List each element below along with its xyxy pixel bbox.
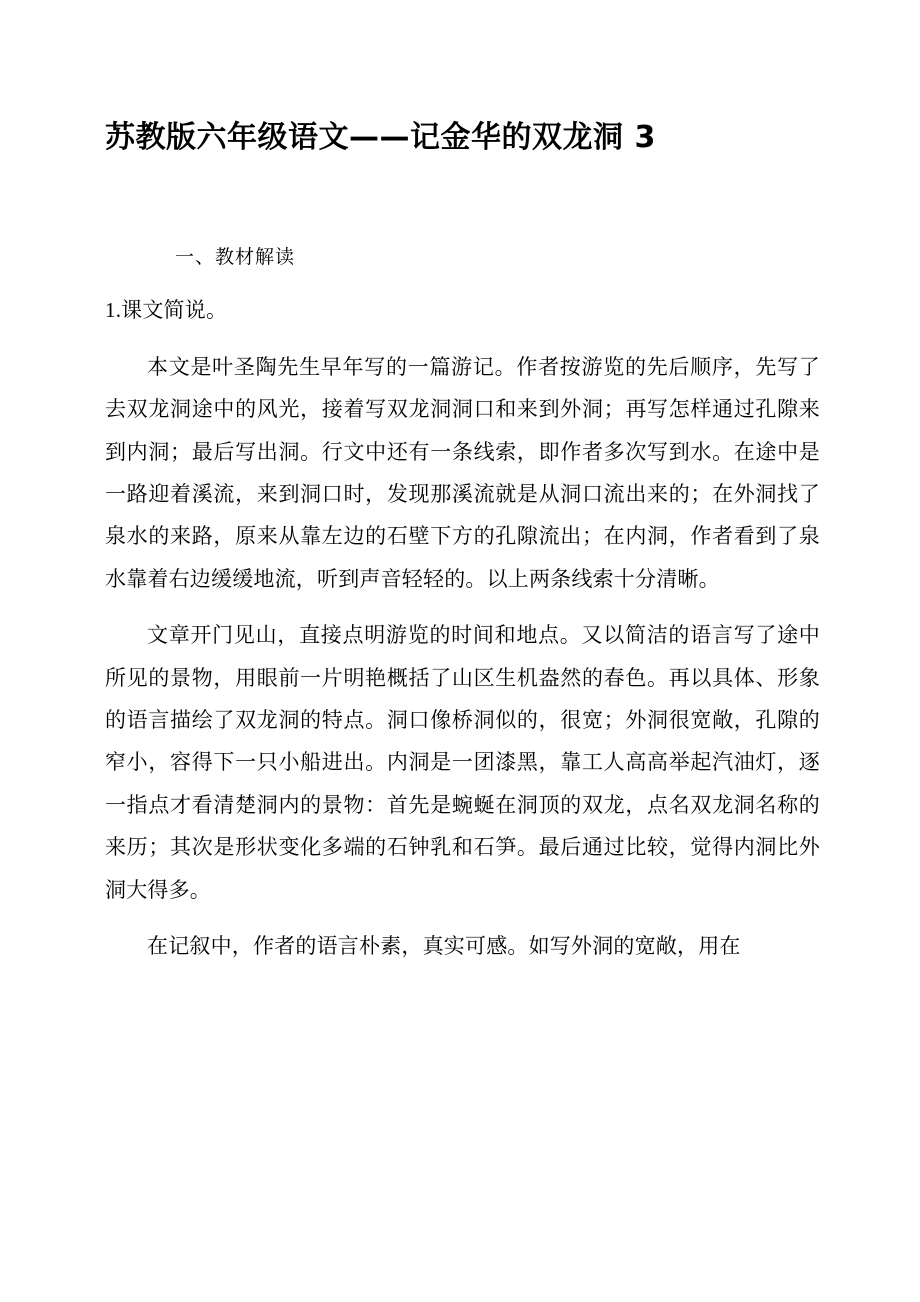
paragraph-2: 文章开门见山，直接点明游览的时间和地点。又以简洁的语言写了途中所见的景物，用眼前一片明艳概括了山区生机盎然的春色。再以具体、形象的语言描绘了双龙洞的特点。洞口像桥洞似的，很宽；外洞很宽敞，孔隙的窄小，容得下一只小船进出。内洞是一团漆黑，靠工人高高举起汽油灯，逐一指点才看清楚洞内的景物：首先是蜿蜒在洞顶的双龙，点名双龙洞名称的来历；其次是形状变化多端的石钟乳和石笋。最后通过比较，觉得内洞比外洞大得多。: [105, 623, 820, 902]
paragraph-3: 在记叙中，作者的语言朴素，真实可感。如写外洞的宽敞，用在: [147, 934, 741, 959]
paragraph-1: 本文是叶圣陶先生早年写的一篇游记。作者按游览的先后顺序，先写了去双龙洞途中的风光，接着写双龙洞洞口和来到外洞；再写怎样通过孔隙来到内洞；最后写出洞。行文中还有一条线索，即作者多次写到水。在途中是一路迎着溪流，来到洞口时，发现那溪流就是从洞口流出来的；在外洞找了泉水的来路，原来从靠左边的石壁下方的孔隙流出；在内洞，作者看到了泉水靠着右边缓缓地流，听到声音轻轻的。以上两条线索十分清晰。: [105, 354, 820, 591]
page-title: 苏教版六年级语文——记金华的双龙洞 3: [105, 120, 656, 155]
section-heading: 一、教材解读: [175, 247, 296, 268]
subheading: 1.课文简说。: [105, 298, 228, 323]
document-content: [105, 0, 820, 967]
